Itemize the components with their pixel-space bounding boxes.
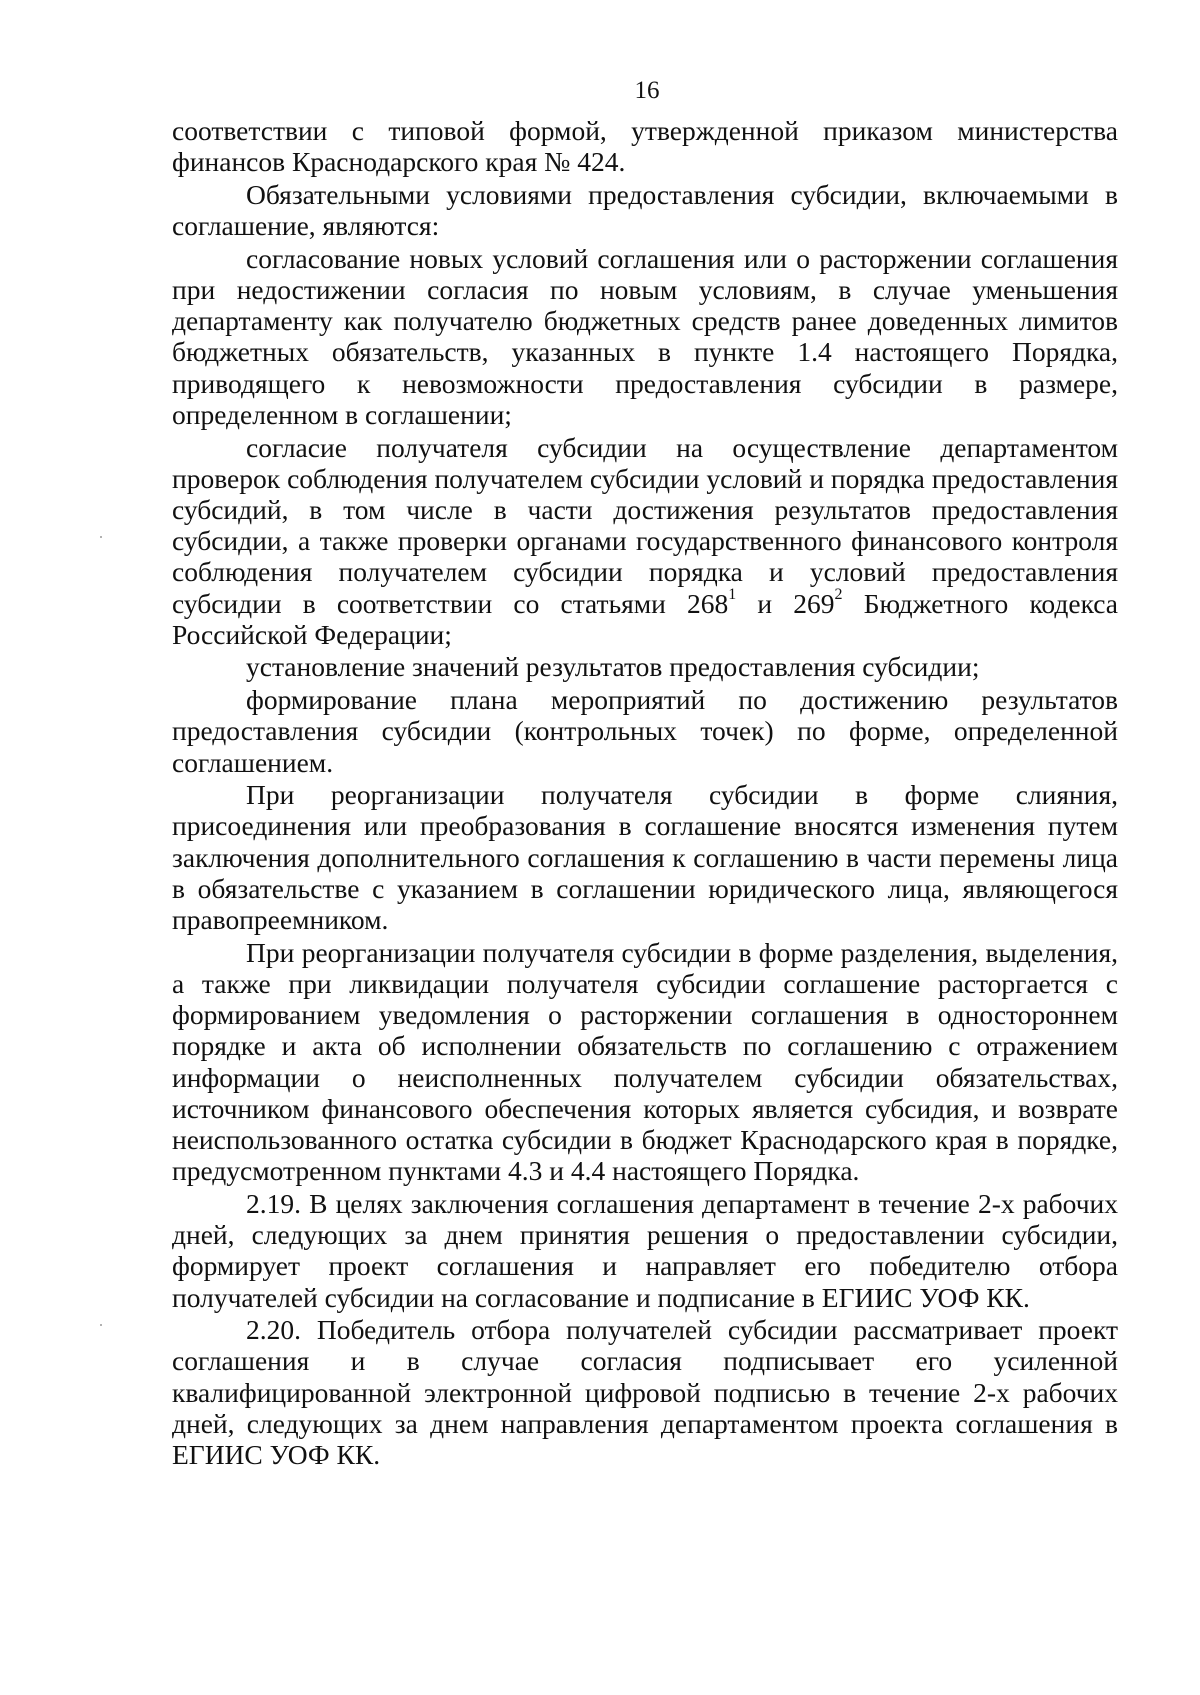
paragraph-action-plan: формирование плана мероприятий по достижению результатов предоставления субсидии (контрольных точек) по форме, определенной соглашением.: [172, 684, 1118, 778]
paragraph-new-conditions-agreement: согласование новых условий соглашения или о расторжении соглашения при недостижении согласия по новым условиям, в случае уменьшения департаменту как получателю бюджетных средств ранее доведенных лимитов бюджетных обязательств, указанных в пункте 1.4 настоящего Порядка, приводящего к невозможности предоставления субсидии в размере, определенном в соглашении;: [172, 242, 1118, 430]
paragraph-clause-2-20: 2.20. Победитель отбора получателей субсидии рассматривает проект соглашения и в случае согласия подписывает его усиленной квалифицированной электронной цифровой подписью в течение 2-х рабочих дней, следующих за днем направления департаментом проекта соглашения в ЕГИИС УОФ КК.: [172, 1314, 1118, 1471]
paragraph-text-segment: Бюджетного кодекса Российской Федерации;: [172, 587, 1118, 650]
paragraph-clause-2-19: 2.19. В целях заключения соглашения департамент в течение 2-х рабочих дней, следующих за днем принятия решения о предоставлении субсидии, формирует проект соглашения и направляет его победителю отбора получателей субсидии на согласование и подписание в ЕГИИС УОФ КК.: [172, 1187, 1118, 1313]
paragraph-typical-form-reference: соответствии с типовой формой, утвержденной приказом министерства финансов Краснодарского края № 424.: [172, 115, 1118, 178]
paragraph-mandatory-conditions: Обязательными условиями предоставления субсидии, включаемыми в соглашение, являются:: [172, 178, 1118, 242]
page-number: 16: [634, 77, 660, 104]
paragraph-text-segment: согласие получателя субсидии на осуществление департаментом проверок соблюдения получателем субсидии условий и порядка предоставления субсидий, в том числе в части достижения результатов предоставления субсидии, а также проверки органами государственного финансового контроля соблюдения получателем субсидии порядка и условий предоставления субсидии в соответствии со статьями 268: [172, 431, 1118, 619]
superscript-2: 2: [834, 586, 843, 604]
paragraph-reorganization-merger: При реорганизации получателя субсидии в форме слияния, присоединения или преобразования в соглашение вносятся изменения путем заключения дополнительного соглашения к соглашению в части перемены лица в обязательстве с указанием в соглашении юридического лица, являющегося правопреемником.: [172, 779, 1118, 936]
paragraph-recipient-consent-inspections: [172, 432, 1118, 650]
scan-speck: [100, 536, 102, 538]
paragraph-text-segment: и 269: [736, 587, 835, 619]
paragraph-reorganization-division: При реорганизации получателя субсидии в форме разделения, выделения, а также при ликвидации получателя субсидии соглашение расторгается с формированием уведомления о расторжении соглашения в одностороннем порядке и акта об исполнении обязательств по соглашению с отражением информации о неисполненных получателем субсидии обязательствах, источником финансового обеспечения которых является субсидия, и возврате неиспользованного остатка субсидии в бюджет Краснодарского края в порядке, предусмотренном пунктами 4.3 и 4.4 настоящего Порядка.: [172, 936, 1118, 1187]
document-body: [172, 115, 1118, 1472]
paragraph-result-values: установление значений результатов предоставления субсидии;: [246, 651, 980, 683]
superscript-1: 1: [728, 586, 737, 604]
scan-speck: [100, 1324, 102, 1326]
